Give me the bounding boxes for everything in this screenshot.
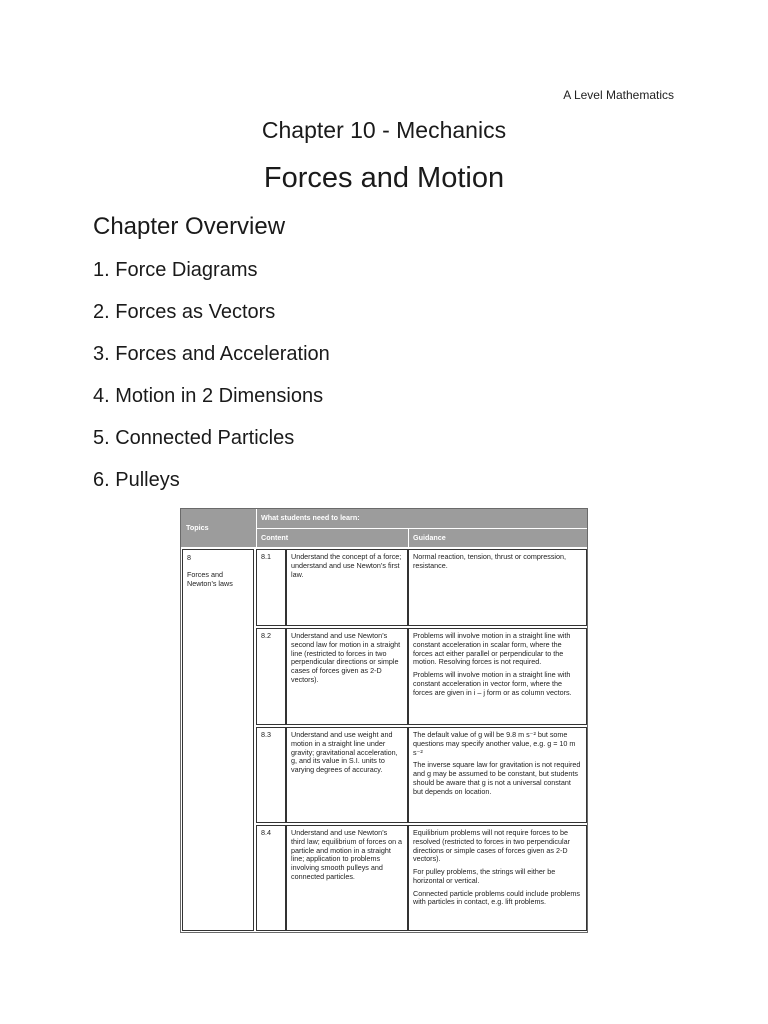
overview-item: 6. Pulleys — [93, 469, 180, 491]
overview-item: 5. Connected Particles — [93, 427, 295, 449]
header-topics: Topics — [186, 523, 209, 532]
table-row — [256, 727, 587, 823]
row-ref: 8.3 — [256, 727, 286, 823]
overview-item: 4. Motion in 2 Dimensions — [93, 385, 324, 407]
row-ref: 8.4 — [256, 825, 286, 931]
guidance-paragraph: The inverse square law for gravitation is not required and g may be assumed to be constant, but students should be aware that g is not a universal constant but depends on location. — [413, 760, 581, 796]
header-guidance: Guidance — [413, 533, 446, 542]
overview-list — [93, 256, 330, 508]
header-content: Content — [261, 533, 289, 542]
topic-number: 8 — [187, 553, 191, 562]
row-content: Understand and use weight and motion in a straight line under gravity; gravitational acceleration, g, and its value in S.I. units to varying degrees of accuracy. — [286, 727, 408, 823]
header-divider — [408, 529, 409, 547]
row-ref: 8.2 — [256, 628, 286, 725]
guidance-paragraph: Problems will involve motion in a straight line with constant acceleration in vector form, where the forces are given in i – j form or as column vectors. — [413, 670, 572, 697]
guidance-paragraph: The default value of g will be 9.8 m s⁻² but some questions may specify another value, e.g. g = 10 m s⁻² — [413, 730, 576, 757]
chapter-title: Chapter 10 - Mechanics — [261, 117, 507, 143]
table-row — [256, 628, 587, 725]
overview-item: 3. Forces and Acceleration — [93, 343, 330, 365]
topic-cell — [182, 549, 254, 931]
guidance-paragraph: For pulley problems, the strings will either be horizontal or vertical. — [413, 867, 556, 885]
page-title: Forces and Motion — [263, 162, 505, 194]
header-what-to-learn: What students need to learn: — [261, 513, 360, 522]
row-content: Understand and use Newton’s second law for motion in a straight line (restricted to forces in two perpendicular directions or simple cases of forces given as 2-D vectors). — [286, 628, 408, 725]
row-guidance — [408, 727, 587, 823]
overview-heading: Chapter Overview — [93, 213, 286, 240]
table-row — [256, 825, 587, 931]
row-guidance — [408, 628, 587, 725]
table-row — [256, 549, 587, 626]
guidance-paragraph: Connected particle problems could include problems with particles in contact, e.g. lift problems. — [413, 888, 581, 907]
specification-table — [180, 508, 588, 933]
row-guidance — [408, 825, 587, 931]
row-content: Understand and use Newton’s third law; equilibrium of forces on a particle and motion in a straight line; application to problems involving smooth pulleys and connected particles. — [286, 825, 408, 931]
row-content: Understand the concept of a force; understand and use Newton’s first law. — [286, 549, 408, 626]
row-ref: 8.1 — [256, 549, 286, 626]
header-divider — [257, 528, 587, 529]
guidance-paragraph: Problems will involve motion in a straight line with constant acceleration in scalar form, where the forces act either parallel or perpendicular to the motion. Resolving forces is not required. — [413, 631, 571, 667]
guidance-paragraph: Equilibrium problems will not require forces to be resolved (restricted to forces in two perpendicular directions or simple cases of forces given as 2-D vectors). — [413, 828, 570, 864]
header-course-title: A Level Mathematics — [563, 88, 674, 102]
overview-item: 2. Forces as Vectors — [93, 301, 276, 323]
overview-item: 1. Force Diagrams — [93, 259, 258, 281]
guidance-paragraph: Normal reaction, tension, thrust or compression, resistance. — [413, 552, 566, 570]
topic-name: Forces and Newton’s laws — [187, 569, 233, 588]
table-header — [181, 509, 587, 547]
row-guidance — [408, 549, 587, 626]
